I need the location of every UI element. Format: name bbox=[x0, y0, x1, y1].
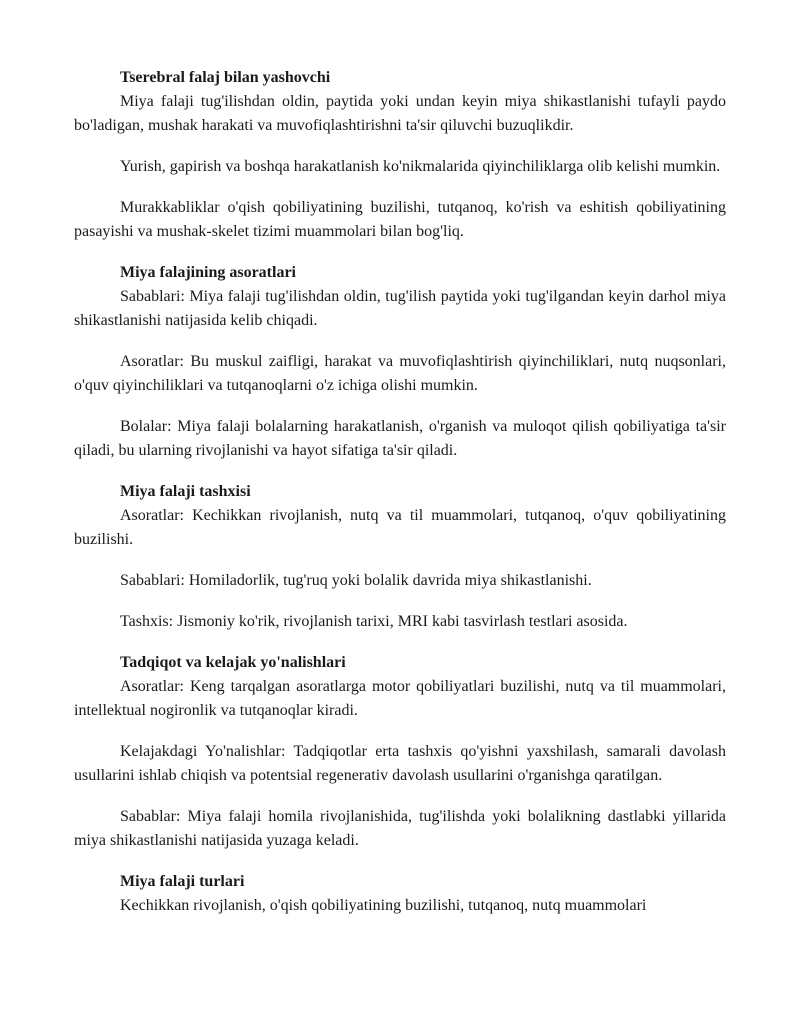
section-types bbox=[74, 870, 726, 918]
paragraph: Asoratlar: Keng tarqalgan asoratlarga motor qobiliyatlari buzilishi, nutq va til muammolari, intellektual nogironlik va tutqanoqlar kiradi. bbox=[74, 678, 726, 719]
paragraph: Sabablari: Homiladorlik, tug'ruq yoki bolalik davrida miya shikastlanishi. bbox=[120, 572, 592, 589]
paragraph: Bolalar: Miya falaji bolalarning harakatlanish, o'rganish va muloqot qilish qobiliyatiga ta'sir qiladi, bu ularning rivojlanishi va hayot sifatiga ta'sir qiladi. bbox=[74, 418, 726, 459]
paragraph: Sabablari: Miya falaji tug'ilishdan oldin, tug'ilish paytida yoki tug'ilgandan keyin darhol miya shikastlanishi natijasida kelib chiqadi. bbox=[74, 288, 726, 329]
paragraph: Kechikkan rivojlanish, o'qish qobiliyatining buzilishi, tutqanoq, nutq muammolari bbox=[120, 897, 647, 914]
section-heading: Miya falaji tashxisi bbox=[120, 483, 251, 500]
paragraph: Murakkabliklar o'qish qobiliyatining buzilishi, tutqanoq, ko'rish va eshitish qobiliyatining pasayishi va mushak-skelet tizimi muammolari bilan bog'liq. bbox=[74, 199, 726, 240]
section-heading: Miya falaji turlari bbox=[120, 873, 245, 890]
section-heading: Miya falajining asoratlari bbox=[120, 264, 296, 281]
paragraph: Yurish, gapirish va boshqa harakatlanish ko'nikmalarida qiyinchiliklarga olib kelishi mumkin. bbox=[120, 158, 721, 175]
paragraph: Kelajakdagi Yo'nalishlar: Tadqiqotlar erta tashxis qo'yishni yaxshilash, samarali davolash usullarini ishlab chiqish va potentsial regenerativ davolash usullarini o'rganishga qaratilgan. bbox=[74, 743, 726, 784]
section-heading: Tserebral falaj bilan yashovchi bbox=[120, 69, 331, 86]
section-diagnosis bbox=[74, 480, 726, 634]
document-page bbox=[74, 66, 726, 918]
paragraph: Asoratlar: Kechikkan rivojlanish, nutq va til muammolari, tutqanoq, o'quv qobiliyatining buzilishi. bbox=[74, 507, 726, 548]
section-research bbox=[74, 651, 726, 853]
section-heading: Tadqiqot va kelajak yo'nalishlari bbox=[120, 654, 346, 671]
paragraph: Tashxis: Jismoniy ko'rik, rivojlanish tarixi, MRI kabi tasvirlash testlari asosida. bbox=[120, 613, 628, 630]
section-complications bbox=[74, 261, 726, 463]
section-living-with-cp bbox=[74, 66, 726, 244]
paragraph: Asoratlar: Bu muskul zaifligi, harakat va muvofiqlashtirish qiyinchiliklari, nutq nuqsonlari, o'quv qiyinchiliklari va tutqanoqlarni o'z ichiga olishi mumkin. bbox=[74, 353, 726, 394]
paragraph: Miya falaji tug'ilishdan oldin, paytida yoki undan keyin miya shikastlanishi tufayli paydo bo'ladigan, mushak harakati va muvofiqlashtirishni ta'sir qiluvchi buzuqlikdir. bbox=[74, 93, 726, 134]
paragraph: Sabablar: Miya falaji homila rivojlanishida, tug'ilishda yoki bolalikning dastlabki yillarida miya shikastlanishi natijasida yuzaga keladi. bbox=[74, 808, 726, 849]
